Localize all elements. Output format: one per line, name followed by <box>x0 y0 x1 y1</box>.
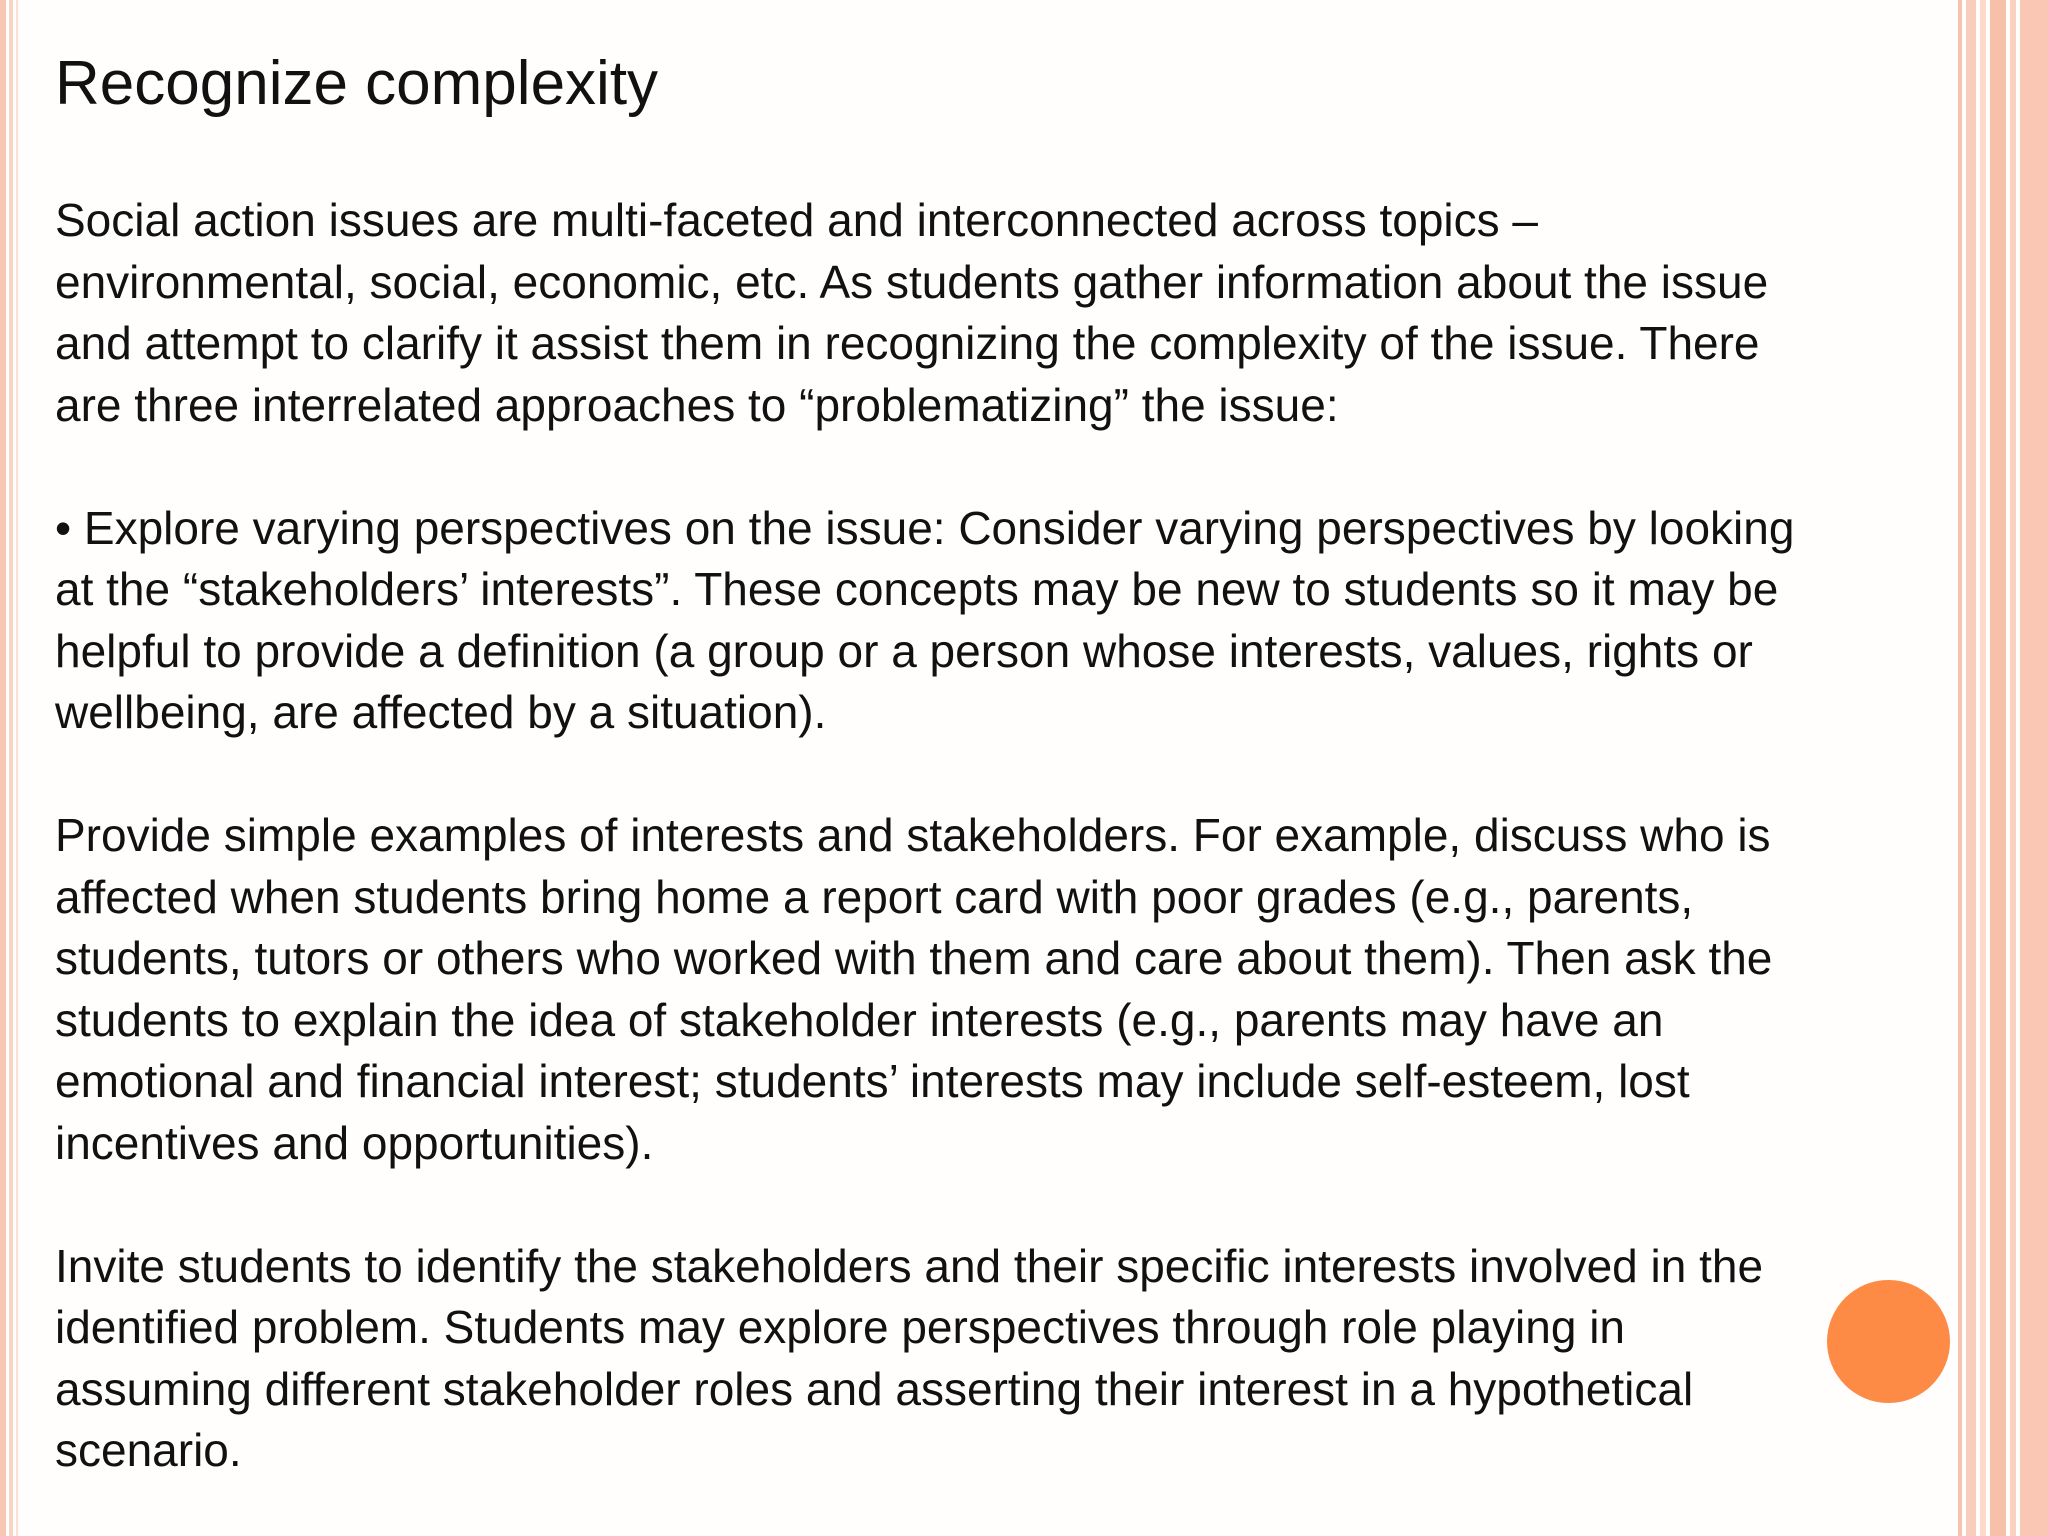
orange-circle-decoration <box>1827 1280 1950 1403</box>
text-line: and attempt to clarify it assist them in recognizing the complexity of the issue. There <box>55 317 1760 369</box>
text-line: at the “stakeholders’ interests”. These concepts may be new to students so it may be <box>55 563 1779 615</box>
slide-title: Recognize complexity <box>55 49 659 118</box>
text-line: incentives and opportunities). <box>55 1116 654 1169</box>
text-line: Provide simple examples of interests and stakeholders. For example, discuss who is <box>55 809 1771 861</box>
text-line: helpful to provide a definition (a group or a person whose interests, values, rights or <box>55 624 1753 677</box>
text-line: Social action issues are multi-faceted and interconnected across topics – <box>55 194 1539 246</box>
text-line: students, tutors or others who worked with them and care about them). Then ask the <box>55 932 1773 984</box>
text-line: assuming different stakeholder roles and asserting their interest in a hypothetical <box>55 1362 1694 1415</box>
text-line: affected when students bring home a report card with poor grades (e.g., parents, <box>55 870 1694 923</box>
text-line: are three interrelated approaches to “problematizing” the issue: <box>55 378 1339 431</box>
slide-body <box>55 190 2015 1482</box>
text-line: scenario. <box>55 1424 242 1476</box>
left-border-stripe <box>0 0 6 1536</box>
paragraph-invite <box>55 1236 2015 1482</box>
text-line: students to explain the idea of stakeholder interests (e.g., parents may have an <box>55 993 1664 1046</box>
paragraph-examples <box>55 805 2015 1174</box>
left-border-stripe <box>16 0 18 1536</box>
text-line: • Explore varying perspectives on the issue: Consider varying perspectives by looking <box>55 501 1795 554</box>
text-line: emotional and financial interest; students’ interests may include self-esteem, lost <box>55 1055 1690 1107</box>
right-border-stripe <box>2020 0 2048 1536</box>
text-line: wellbeing, are affected by a situation). <box>55 686 827 738</box>
paragraph-intro <box>55 190 2015 436</box>
text-line: identified problem. Students may explore perspectives through role playing in <box>55 1301 1625 1353</box>
text-line: environmental, social, economic, etc. As students gather information about the issue <box>55 255 1769 308</box>
left-border-stripe <box>9 0 13 1536</box>
text-line: Invite students to identify the stakeholders and their specific interests involved in the <box>55 1239 1764 1292</box>
paragraph-bullet-perspectives <box>55 498 2015 744</box>
